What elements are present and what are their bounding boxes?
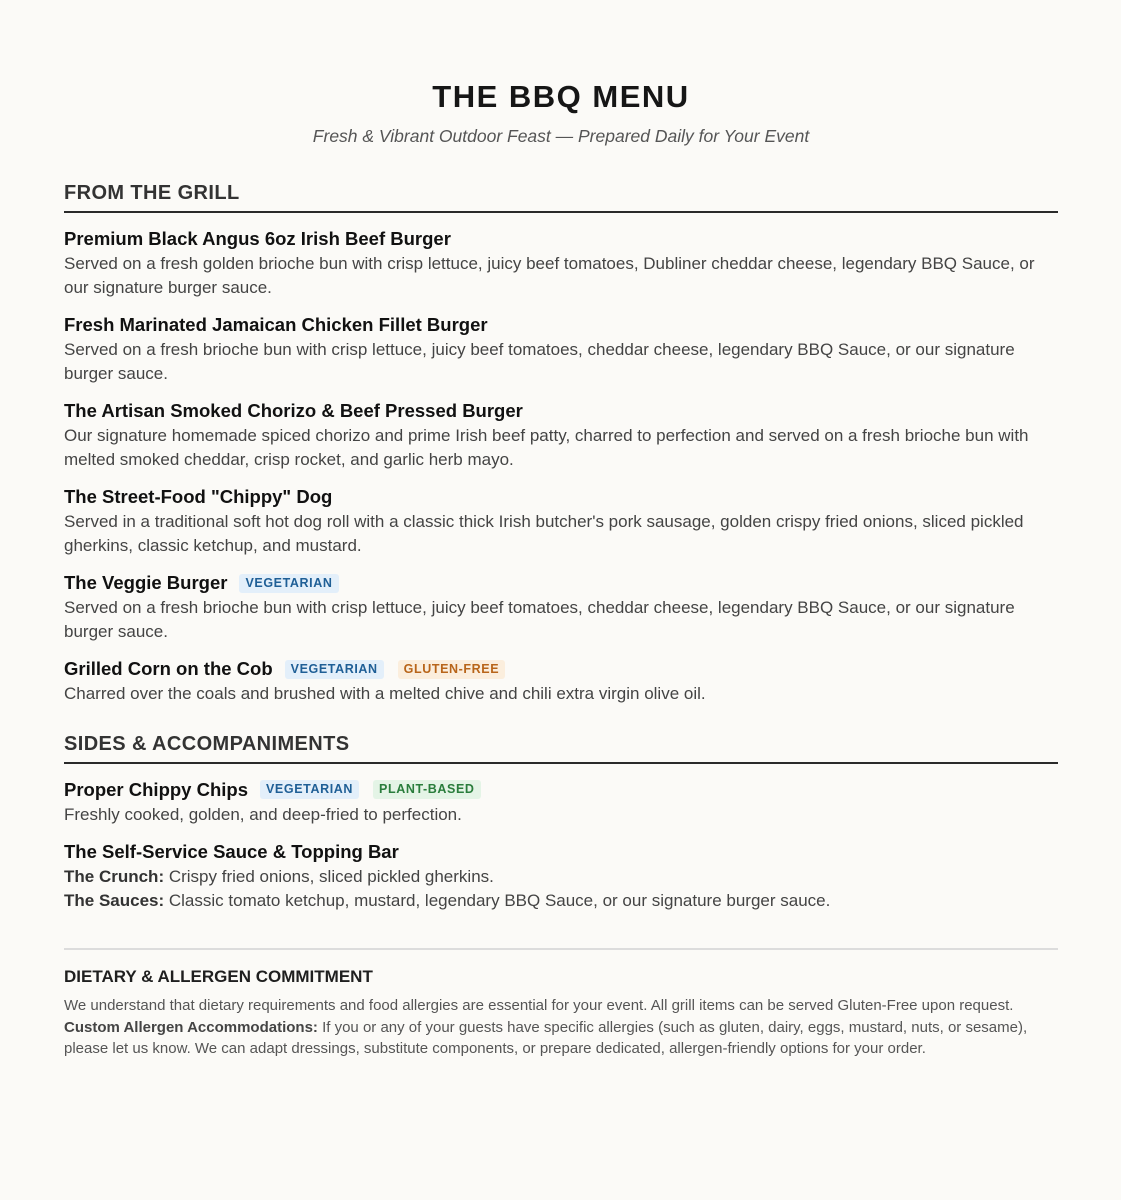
item-name: Grilled Corn on the Cob: [64, 658, 273, 679]
menu-item-chippy-dog: [64, 485, 1058, 557]
vegetarian-badge: VEGETARIAN: [285, 660, 384, 679]
item-name: Proper Chippy Chips: [64, 778, 248, 800]
item-name: The Self-Service Sauce & Topping Bar: [64, 841, 399, 862]
item-name: Premium Black Angus 6oz Irish Beef Burger: [64, 228, 451, 249]
section-title: FROM THE GRILL: [64, 181, 1058, 213]
sauces-text: Classic tomato ketchup, mustard, legendary BBQ Sauce, or our signature burger sauce.: [164, 890, 831, 910]
item-description: Freshly cooked, golden, and deep-fried to perfection.: [64, 804, 462, 824]
item-description: Charred over the coals and brushed with a melted chive and chili extra virgin olive oil.: [64, 684, 706, 703]
item-name: The Veggie Burger: [64, 572, 228, 593]
menu-item-beef-burger: [64, 227, 1058, 299]
menu-page: [64, 0, 1058, 1060]
crunch-label: The Crunch:: [64, 867, 165, 886]
divider: [64, 948, 1058, 950]
dietary-text: [64, 995, 1058, 1060]
sauces-label: The Sauces:: [64, 890, 165, 910]
menu-item-chippy-chips: [64, 778, 1058, 827]
menu-item-corn-on-the-cob: [64, 657, 1058, 706]
crunch-text: Crispy fried onions, sliced pickled gherkins.: [164, 867, 494, 886]
vegetarian-badge: VEGETARIAN: [239, 574, 338, 593]
menu-item-chicken-burger: [64, 313, 1058, 385]
plant-based-badge: PLANT-BASED: [373, 780, 481, 799]
vegetarian-badge: VEGETARIAN: [260, 780, 359, 799]
menu-item-sauce-topping-bar: [64, 840, 1058, 912]
item-description-sauces: [64, 889, 1058, 913]
item-description: Served on a fresh golden brioche bun with crisp lettuce, juicy beef tomatoes, Dubliner cheddar cheese, legendary BBQ Sauce, or our signature burger sauce.: [64, 254, 1035, 297]
item-name: The Artisan Smoked Chorizo & Beef Pressed Burger: [64, 400, 523, 421]
item-description: Served in a traditional soft hot dog roll with a classic thick Irish butcher's pork sausage, golden crispy fried onions, sliced pickled gherkins, classic ketchup, and mustard.: [64, 512, 1024, 555]
item-description: Our signature homemade spiced chorizo and prime Irish beef patty, charred to perfection and served on a fresh brioche bun with melted smoked cheddar, crisp rocket, and garlic herb mayo.: [64, 426, 1029, 469]
item-name: Fresh Marinated Jamaican Chicken Fillet Burger: [64, 314, 488, 335]
dietary-title: DIETARY & ALLERGEN COMMITMENT: [64, 967, 373, 986]
item-description-crunch: [64, 865, 1058, 889]
menu-item-chorizo-burger: [64, 399, 1058, 471]
gluten-free-badge: GLUTEN-FREE: [398, 660, 506, 679]
section-title: SIDES & ACCOMPANIMENTS: [64, 732, 1058, 764]
menu-subtitle: Fresh & Vibrant Outdoor Feast — Prepared Daily for Your Event: [312, 126, 810, 146]
section-sides-and-accompaniments: [64, 732, 1058, 913]
custom-allergen-text: If you or any of your guests have specific allergies (such as gluten, dairy, eggs, mustard, nuts, or sesame), please let us know. We can adapt dressings, substitute components, or prepare dedicated, allergen-friendly options for your order.: [64, 1018, 1028, 1057]
custom-allergen-label: Custom Allergen Accommodations:: [64, 1018, 318, 1036]
section-from-the-grill: [64, 181, 1058, 706]
menu-item-veggie-burger: [64, 571, 1058, 643]
item-description: Served on a fresh brioche bun with crisp lettuce, juicy beef tomatoes, cheddar cheese, legendary BBQ Sauce, or our signature burger sauce.: [64, 340, 1015, 383]
item-description: Served on a fresh brioche bun with crisp lettuce, juicy beef tomatoes, cheddar cheese, legendary BBQ Sauce, or our signature burger sauce.: [64, 598, 1015, 641]
item-name: The Street-Food "Chippy" Dog: [64, 486, 333, 507]
menu-title: THE BBQ MENU: [432, 79, 690, 114]
dietary-section: [64, 966, 1058, 1060]
dietary-intro: We understand that dietary requirements and food allergies are essential for your event. All grill items can be served Gluten-Free upon request.: [64, 997, 1014, 1014]
